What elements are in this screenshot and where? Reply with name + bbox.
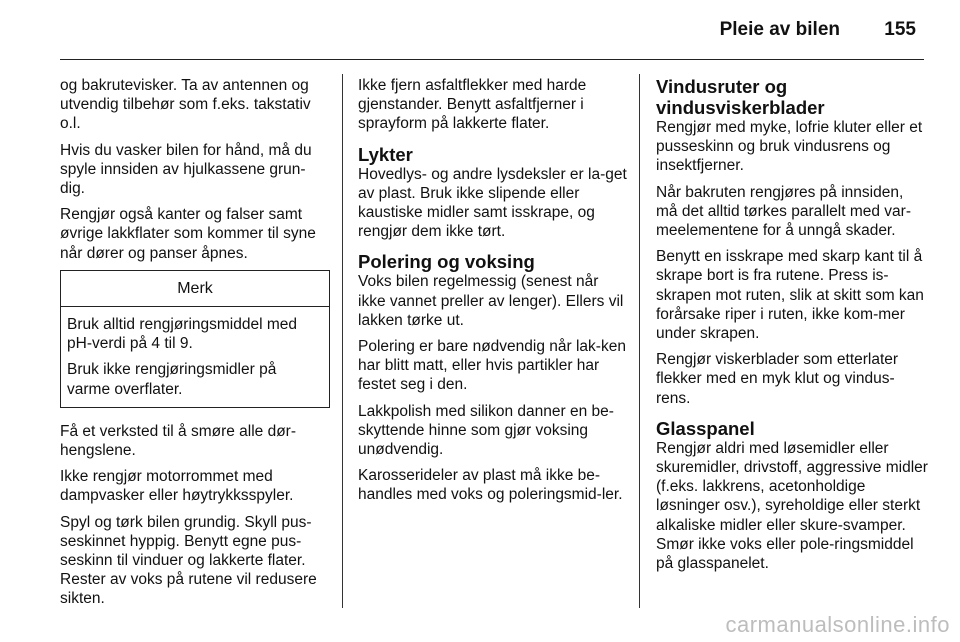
column-right	[656, 76, 928, 580]
paragraph: Rengjør viskerblader som etterlater flekker med en myk klut og vindus-rens.	[656, 351, 899, 407]
section-heading-polering: Polering og voksing	[358, 251, 535, 273]
paragraph: Ikke rengjør motorrommet med dampvasker eller høytrykksspyler.	[60, 468, 294, 505]
watermark: carmanualsonline.info	[725, 612, 950, 637]
note-box	[60, 270, 330, 408]
page-title: Pleie av bilen	[719, 19, 840, 40]
paragraph: Hovedlys- og andre lysdeksler er la-get av plast. Bruk ikke slipende eller kaustiske midler samt isskrape, og rengjør dem ikke tørt.	[358, 165, 627, 241]
paragraph: Rengjør med myke, lofrie kluter eller et pusseskinn og bruk vindusrens og insektfjerner.	[656, 119, 923, 175]
paragraph: og bakrutevisker. Ta av antennen og utvendig tilbehør som f.eks. takstativ o.l.	[60, 77, 311, 133]
section-heading-vindusruter: Vindusruter og vindusviskerblader	[656, 76, 825, 118]
paragraph: Voks bilen regelmessig (senest når ikke vannet preller av lenger). Ellers vil lakken tørke ut.	[358, 273, 624, 329]
paragraph: Spyl og tørk bilen grundig. Skyll pus-seskinnet hyppig. Benytt egne pus-seskinn til vinduer og lakkerte flater. Rester av voks på rutene vil redusere sikten.	[60, 513, 317, 608]
column-divider	[342, 74, 343, 608]
paragraph: Lakkpolish med silikon danner en be-skyttende hinne som gjør voksing unødvendig.	[358, 402, 614, 459]
paragraph: Rengjør også kanter og falser samt øvrige lakkflater som kommer til syne når dører og panser åpnes.	[60, 206, 316, 262]
note-line: Bruk ikke rengjøringsmidler på varme overflater.	[67, 361, 277, 398]
paragraph: Polering er bare nødvendig når lak-ken har blitt matt, eller hvis partikler har festet seg i den.	[358, 338, 626, 394]
note-title: Merk	[61, 271, 329, 307]
page-number: 155	[884, 19, 916, 40]
note-body	[61, 307, 329, 407]
column-left	[60, 76, 330, 616]
paragraph: Benytt en isskrape med skarp kant til å skrape bort is fra rutene. Press is-skrapen mot ruten, slik at skitt som kan forårsake riper i ruten, ikke kom-mer under skrapen.	[656, 248, 924, 343]
paragraph: Når bakruten rengjøres på innsiden, må det alltid tørkes parallelt med var-meelementene for å unngå skader.	[656, 183, 911, 240]
column-divider	[639, 74, 640, 608]
paragraph: Rengjør aldri med løsemidler eller skuremidler, drivstoff, aggressive midler (f.eks. lakkrens, acetonholdige løsninger osv.), syreholdige eller sterkt alkaliske midler eller skure-svamper. Smør ikke voks eller pole-ringsmiddel på glasspanelet.	[656, 439, 928, 573]
paragraph: Hvis du vasker bilen for hånd, må du spyle innsiden av hjulkassene grun-dig.	[60, 141, 312, 198]
section-heading-lykter: Lykter	[358, 143, 413, 165]
paragraph: Få et verksted til å smøre alle dør-hengslene.	[60, 422, 297, 460]
paragraph: Ikke fjern asfaltflekker med harde gjenstander. Benytt asfaltfjerner i sprayform på lakkerte flater.	[358, 77, 587, 133]
note-line: Bruk alltid rengjøringsmiddel med pH-verdi på 4 til 9.	[67, 316, 298, 353]
paragraph: Karosserideler av plast må ikke be-handles med voks og poleringsmid-ler.	[358, 467, 623, 504]
page-header	[60, 0, 924, 60]
section-heading-glasspanel: Glasspanel	[656, 417, 755, 439]
column-middle	[358, 76, 628, 512]
